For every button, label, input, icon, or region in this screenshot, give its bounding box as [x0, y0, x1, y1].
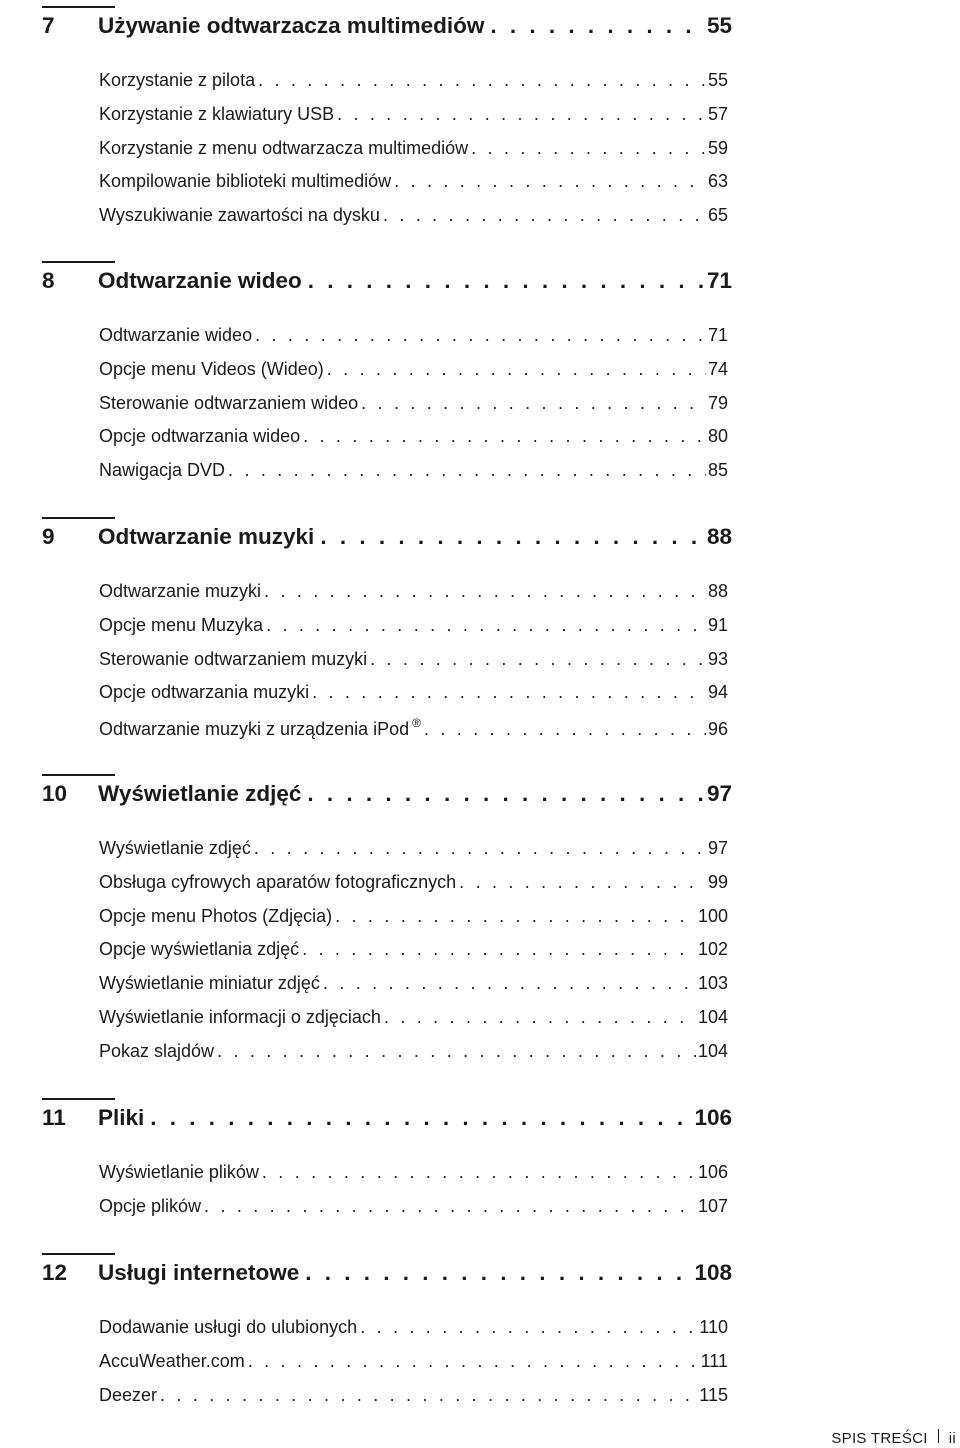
chapter-title: Używanie odtwarzacza multimediów	[98, 13, 485, 38]
dot-leader	[320, 973, 696, 994]
toc-entry[interactable]	[99, 872, 728, 898]
chapter-page-number: 106	[694, 1105, 732, 1130]
entry-page-number: 91	[707, 615, 728, 635]
entry-page-number: 104	[697, 1007, 728, 1027]
entry-title	[99, 460, 225, 481]
entry-page-number: 97	[707, 838, 728, 858]
entry-title	[99, 1007, 381, 1028]
chapter-rule	[42, 1253, 115, 1255]
chapter-title: Odtwarzanie muzyki	[98, 524, 315, 549]
entry-title	[99, 1385, 157, 1406]
entry-title	[99, 393, 358, 414]
dot-leader	[299, 939, 696, 960]
chapter-rule	[42, 6, 115, 8]
chapter-rule	[42, 261, 115, 263]
entry-page-number: 57	[707, 104, 728, 124]
toc-entry[interactable]	[99, 939, 728, 965]
chapter-title: Wyświetlanie zdjęć	[98, 781, 302, 806]
dot-leader	[251, 838, 706, 859]
toc-entry[interactable]	[99, 325, 728, 351]
entry-title-text: Opcje odtwarzania muzyki	[99, 682, 310, 702]
chapter-number: 11	[42, 1105, 66, 1130]
entry-title	[99, 104, 334, 125]
entry-title	[99, 838, 251, 859]
toc-entry[interactable]	[99, 359, 728, 385]
dot-leader	[245, 1351, 699, 1372]
dot-leader	[214, 1041, 696, 1062]
entry-title-text: AccuWeather.com	[99, 1351, 245, 1371]
entry-title-text: Opcje menu Photos (Zdjęcia)	[99, 906, 333, 926]
dot-leader	[261, 581, 706, 602]
entry-title	[99, 205, 380, 226]
toc-entry[interactable]	[99, 649, 728, 675]
entry-title-text: Obsługa cyfrowych aparatów fotograficznych	[99, 872, 457, 892]
entry-title	[99, 1041, 214, 1062]
entry-title	[99, 138, 468, 159]
dot-leader	[301, 781, 703, 807]
dot-leader	[468, 138, 706, 159]
dot-leader	[225, 460, 706, 481]
dot-leader	[357, 1317, 697, 1338]
entry-title-text: Dodawanie usługi do ulubionych	[99, 1317, 358, 1337]
entry-page-number: 94	[707, 682, 728, 702]
entry-page-number: 93	[707, 649, 728, 669]
chapter-heading[interactable]	[42, 13, 732, 45]
entry-title-text: Pokaz slajdów	[99, 1041, 215, 1061]
toc-entry[interactable]	[99, 838, 728, 864]
entry-page-number: 104	[697, 1041, 728, 1061]
entry-title-text: Odtwarzanie muzyki z urządzenia iPod	[99, 719, 410, 739]
dot-leader	[456, 872, 706, 893]
entry-page-number: 79	[707, 393, 728, 413]
entry-page-number: 115	[699, 1385, 728, 1405]
toc-entry[interactable]	[99, 906, 728, 932]
toc-entry[interactable]	[99, 171, 728, 197]
toc-entry[interactable]	[99, 615, 728, 641]
entry-page-number: 99	[707, 872, 728, 892]
dot-leader	[391, 171, 706, 192]
dot-leader	[255, 70, 706, 91]
chapter-number: 9	[42, 524, 55, 549]
dot-leader	[300, 426, 706, 447]
entry-title-text: Odtwarzanie wideo	[99, 325, 253, 345]
chapter-number: 8	[42, 268, 55, 293]
entry-title-text: Wyświetlanie informacji o zdjęciach	[99, 1007, 381, 1027]
chapter-title: Pliki	[98, 1105, 145, 1130]
chapter-title: Odtwarzanie wideo	[98, 268, 302, 293]
chapter-number: 10	[42, 781, 68, 806]
dot-leader	[259, 1162, 696, 1183]
entry-title-text: Opcje odtwarzania wideo	[99, 426, 301, 446]
chapter-rule	[42, 517, 115, 519]
entry-title	[99, 1196, 201, 1217]
entry-page-number: 63	[707, 171, 728, 191]
entry-page-number: 107	[697, 1196, 728, 1216]
dot-leader	[324, 359, 706, 380]
toc-entry[interactable]	[99, 104, 728, 130]
chapter-page-number: 88	[706, 524, 732, 549]
chapter-heading[interactable]	[42, 524, 732, 556]
entry-title-text: Opcje wyświetlania zdjęć	[99, 939, 300, 959]
entry-title-text: Wyświetlanie zdjęć	[99, 838, 251, 858]
toc-entry[interactable]	[99, 205, 728, 231]
chapter-heading[interactable]	[42, 268, 732, 300]
entry-title	[99, 70, 255, 91]
entry-page-number: 85	[707, 460, 728, 480]
entry-page-number: 71	[707, 325, 728, 345]
toc-entry[interactable]	[99, 460, 728, 486]
entry-title	[99, 359, 324, 380]
toc-entry[interactable]	[99, 682, 728, 708]
toc-entry[interactable]	[99, 973, 728, 999]
entry-title-text: Deezer	[99, 1385, 158, 1405]
chapter-number: 12	[42, 1260, 68, 1285]
entry-title	[99, 939, 299, 960]
entry-page-number: 103	[697, 973, 728, 993]
entry-title	[99, 171, 391, 192]
dot-leader	[263, 615, 706, 636]
entry-title-text: Wyszukiwanie zawartości na dysku	[99, 205, 380, 225]
dot-leader	[201, 1196, 696, 1217]
dot-leader	[314, 524, 703, 550]
entry-title-text: Nawigacja DVD	[99, 460, 226, 480]
footer-separator	[938, 1429, 939, 1443]
entry-title	[99, 1351, 245, 1372]
chapter-rule	[42, 1098, 115, 1100]
footer-page-number: ii	[948, 1430, 956, 1447]
entry-title	[99, 615, 263, 636]
toc-entry[interactable]	[99, 581, 728, 607]
dot-leader	[421, 719, 706, 740]
entry-title-text: Korzystanie z klawiatury USB	[99, 104, 335, 124]
chapter-page-number: 97	[706, 781, 732, 806]
dot-leader	[484, 13, 703, 39]
entry-title-text: Sterowanie odtwarzaniem muzyki	[99, 649, 368, 669]
entry-title-text: Korzystanie z pilota	[99, 70, 256, 90]
entry-title-text: Odtwarzanie muzyki	[99, 581, 262, 601]
dot-leader	[381, 1007, 696, 1028]
entry-page-number: 100	[697, 906, 728, 926]
entry-page-number: 111	[700, 1351, 728, 1371]
footer-section-label: SPIS TREŚCI	[831, 1430, 928, 1447]
dot-leader	[144, 1105, 690, 1131]
toc-entry[interactable]	[99, 1007, 728, 1033]
toc-entry[interactable]	[99, 1317, 728, 1343]
toc-entry[interactable]	[99, 426, 728, 452]
entry-title	[99, 581, 261, 602]
dot-leader	[367, 649, 706, 670]
entry-title	[99, 872, 456, 893]
dot-leader	[332, 906, 696, 927]
chapter-title: Usługi internetowe	[98, 1260, 300, 1285]
toc-entry[interactable]	[99, 1351, 728, 1377]
chapter-page-number: 55	[706, 13, 732, 38]
chapter-number: 7	[42, 13, 55, 38]
dot-leader	[309, 682, 706, 703]
entry-title-text: Sterowanie odtwarzaniem wideo	[99, 393, 359, 413]
dot-leader	[380, 205, 706, 226]
entry-title-text: Opcje menu Videos (Wideo)	[99, 359, 324, 379]
entry-title	[99, 1317, 357, 1338]
entry-page-number: 110	[699, 1317, 728, 1337]
toc-entry[interactable]	[99, 1196, 728, 1222]
entry-title-text: Kompilowanie biblioteki multimediów	[99, 171, 392, 191]
toc-entry[interactable]	[99, 1162, 728, 1188]
entry-page-number: 74	[707, 359, 728, 379]
entry-title	[99, 649, 367, 670]
toc-entry[interactable]	[99, 70, 728, 96]
entry-title	[99, 1162, 259, 1183]
chapter-heading[interactable]	[42, 1105, 732, 1137]
chapter-heading[interactable]	[42, 1260, 732, 1292]
chapter-page-number: 71	[706, 268, 732, 293]
toc-entry[interactable]	[99, 716, 728, 742]
dot-leader	[157, 1385, 697, 1406]
entry-title-text: Korzystanie z menu odtwarzacza multimediów	[99, 138, 469, 158]
page-footer	[831, 1429, 956, 1447]
chapter-rule	[42, 774, 115, 776]
chapter-heading[interactable]	[42, 781, 732, 813]
chapter-page-number: 108	[694, 1260, 732, 1285]
entry-title	[99, 716, 421, 740]
toc-entry[interactable]	[99, 138, 728, 164]
toc-entry[interactable]	[99, 393, 728, 419]
toc-entry[interactable]	[99, 1385, 728, 1411]
entry-page-number: 106	[697, 1162, 728, 1182]
entry-page-number: 59	[707, 138, 728, 158]
dot-leader	[334, 104, 706, 125]
entry-title	[99, 426, 300, 447]
dot-leader	[358, 393, 706, 414]
entry-page-number: 96	[707, 719, 728, 739]
entry-page-number: 80	[707, 426, 728, 446]
entry-title	[99, 973, 320, 994]
dot-leader	[252, 325, 706, 346]
entry-title	[99, 906, 332, 927]
entry-title-text: Opcje plików	[99, 1196, 202, 1216]
dot-leader	[302, 268, 703, 294]
entry-title	[99, 682, 309, 703]
entry-page-number: 55	[707, 70, 728, 90]
registered-mark: ®	[412, 716, 421, 730]
entry-title-text: Wyświetlanie plików	[99, 1162, 259, 1182]
toc-entry[interactable]	[99, 1041, 728, 1067]
entry-title-text: Wyświetlanie miniatur zdjęć	[99, 973, 320, 993]
entry-title	[99, 325, 252, 346]
entry-page-number: 102	[697, 939, 728, 959]
dot-leader	[299, 1260, 690, 1286]
entry-page-number: 65	[707, 205, 728, 225]
entry-page-number: 88	[707, 581, 728, 601]
entry-title-text: Opcje menu Muzyka	[99, 615, 264, 635]
